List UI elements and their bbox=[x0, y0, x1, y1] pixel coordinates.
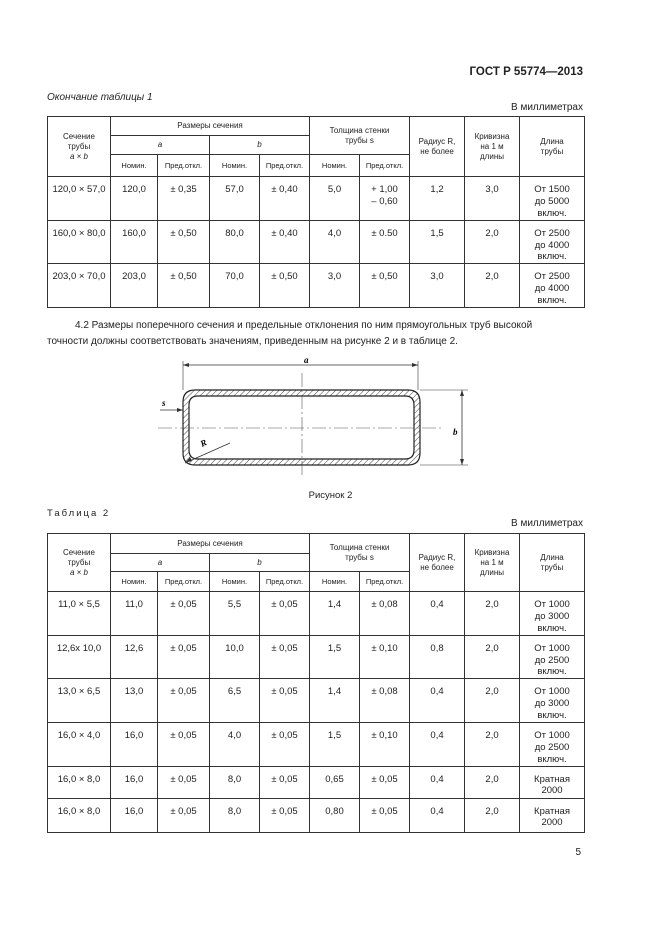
t1-hdr-thickness: Толщина стенки трубы s bbox=[310, 117, 410, 155]
t2-hdr-nom: Номин. bbox=[210, 572, 260, 592]
t2-hdr-curv: Кривизна на 1 м длины bbox=[465, 534, 520, 592]
table2-title: Таблица 2 bbox=[47, 508, 111, 519]
t2-hdr-dev: Пред.откл. bbox=[158, 572, 210, 592]
t1-hdr-nom: Номин. bbox=[310, 155, 360, 177]
t2-hdr-dev: Пред.откл. bbox=[360, 572, 410, 592]
table1 bbox=[47, 116, 585, 308]
arrow-icon bbox=[177, 408, 183, 412]
label-b: b bbox=[453, 427, 458, 437]
t2-hdr-nom: Номин. bbox=[111, 572, 158, 592]
t1-hdr-dims: Размеры сечения bbox=[111, 117, 310, 136]
label-s: s bbox=[162, 398, 166, 408]
table2 bbox=[47, 533, 585, 833]
table-row: 16,0 × 8,0 16,0 ± 0,05 8,0 ± 0,05 0,80 ± 0,05 0,4 2,0 Кратная 2000 bbox=[48, 798, 585, 832]
t1-hdr-dev: Пред.откл. bbox=[260, 155, 310, 177]
t2-hdr-dev: Пред.откл. bbox=[260, 572, 310, 592]
t2-hdr-b: b bbox=[210, 554, 310, 572]
t2-hdr-thickness: Толщина стенки трубы s bbox=[310, 534, 410, 572]
table-row: 12,6x 10,0 12,6 ± 0,05 10,0 ± 0,05 1,5 ± 0,10 0,8 2,0 От 1000 до 2500 включ. bbox=[48, 635, 585, 679]
table-row: 13,0 × 6,5 13,0 ± 0,05 6,5 ± 0,05 1,4 ± 0,08 0,4 2,0 От 1000 до 3000 включ. bbox=[48, 679, 585, 723]
table1-title: Окончание таблицы 1 bbox=[47, 92, 153, 103]
figure-2-drawing bbox=[150, 355, 480, 480]
t2-hdr-a: a bbox=[111, 554, 210, 572]
table-row: 16,0 × 4,0 16,0 ± 0,05 4,0 ± 0,05 1,5 ± 0,10 0,4 2,0 От 1000 до 2500 включ. bbox=[48, 722, 585, 766]
table-row: 120,0 × 57,0 120,0 ± 0,35 57,0 ± 0,40 5,0 + 1,00 – 0,60 1,2 3,0 От 1500 до 5000 включ. bbox=[48, 177, 585, 221]
t1-hdr-nom: Номин. bbox=[111, 155, 158, 177]
table-row: 11,0 × 5,5 11,0 ± 0,05 5,5 ± 0,05 1,4 ± 0,08 0,4 2,0 От 1000 до 3000 включ. bbox=[48, 592, 585, 636]
table-row: 16,0 × 8,0 16,0 ± 0,05 8,0 ± 0,05 0,65 ± 0,05 0,4 2,0 Кратная 2000 bbox=[48, 766, 585, 798]
t1-hdr-dev: Пред.откл. bbox=[360, 155, 410, 177]
table-row: 203,0 × 70,0 203,0 ± 0,50 70,0 ± 0,50 3,0 ± 0,50 3,0 2,0 От 2500 до 4000 включ. bbox=[48, 264, 585, 308]
t2-hdr-length: Длина трубы bbox=[520, 534, 585, 592]
label-a: a bbox=[304, 355, 309, 365]
label-r: R bbox=[198, 437, 209, 449]
t1-hdr-section: Сечение трубы a × b bbox=[48, 117, 111, 177]
t1-hdr-curv: Кривизна на 1 м длины bbox=[465, 117, 520, 177]
t1-hdr-b: b bbox=[210, 136, 310, 155]
t1-hdr-dev: Пред.откл. bbox=[158, 155, 210, 177]
paragraph-4-2: 4.2 Размеры поперечного сечения и предельные отклонения по ним прямоугольных труб высокой точности должны соответствовать значениям, приведенным на рисунке 2 и в таблице 2. bbox=[47, 320, 533, 347]
t1-hdr-radius: Радиус R, не более bbox=[410, 117, 465, 177]
t2-hdr-radius: Радиус R, не более bbox=[410, 534, 465, 592]
t1-hdr-nom: Номин. bbox=[210, 155, 260, 177]
t1-hdr-length: Длина трубы bbox=[520, 117, 585, 177]
table2-units: В миллиметрах bbox=[511, 518, 583, 529]
t2-hdr-section: Сечение трубы a × b bbox=[48, 534, 111, 592]
table-row: 160,0 × 80,0 160,0 ± 0,50 80,0 ± 0,40 4,0 ± 0.50 1,5 2,0 От 2500 до 4000 включ. bbox=[48, 220, 585, 264]
table1-units: В миллиметрах bbox=[511, 102, 583, 113]
standard-number: ГОСТ Р 55774—2013 bbox=[469, 66, 583, 78]
t2-hdr-dims: Размеры сечения bbox=[111, 534, 310, 554]
tube-cross-section bbox=[183, 390, 420, 465]
figure-caption: Рисунок 2 bbox=[308, 490, 353, 501]
page-number: 5 bbox=[575, 847, 581, 858]
t2-hdr-nom: Номин. bbox=[310, 572, 360, 592]
t1-hdr-a: a bbox=[111, 136, 210, 155]
